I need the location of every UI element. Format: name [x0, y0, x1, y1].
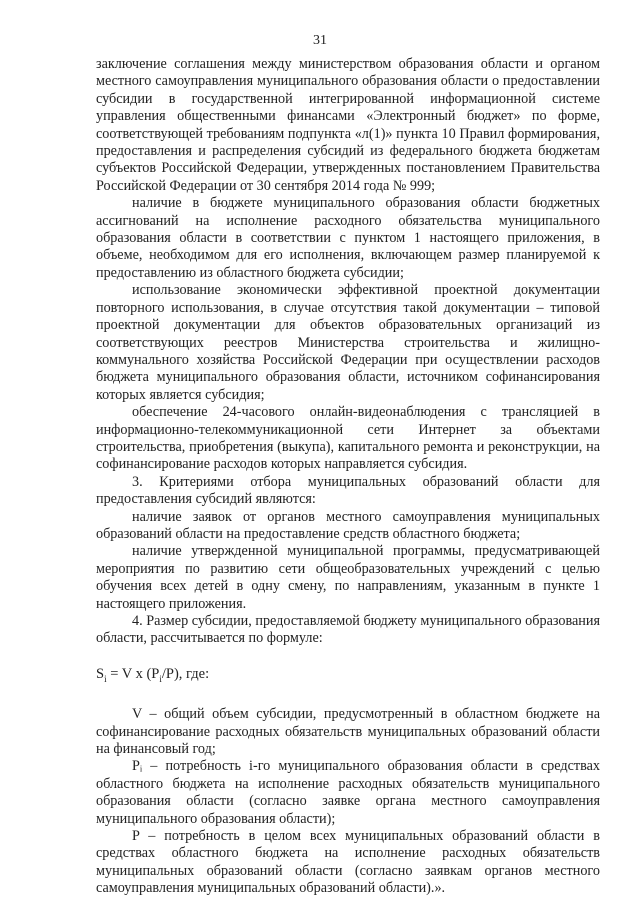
- paragraph-project-documentation: использование экономически эффективной проектной документации повторного использования, в случае отсутствия такой документации – типовой проектной документации для объектов образовательных организаций из соответствующих реестров Министерства строительства и жилищно-коммунального хозяйства Российской Федерации при осуществлении расходов бюджета муниципального образования области, источником софинансирования которых является субсидия;: [96, 282, 600, 403]
- paragraph-agreement: заключение соглашения между министерством образования области и органом местного самоуправления муниципального образования области о предоставлении субсидии в государственной интегрированной информационной системе управления общественными финансами «Электронный бюджет» по форме, соответствующей требованиям подпункта «л(1)» пункта 10 Правил формирования, предоставления и распределения субсидий из федерального бюджета бюджетам субъектов Российской Федерации, утвержденных постановлением Правительства Российской Федерации от 30 сентября 2014 года № 999;: [96, 56, 600, 194]
- paragraph-subsidy-size: 4. Размер субсидии, предоставляемой бюджету муниципального образования области, рассчитывается по формуле:: [96, 613, 600, 647]
- paragraph-selection-criteria: 3. Критериями отбора муниципальных образований области для предоставления субсидий являются:: [96, 473, 600, 508]
- page-number: 31: [313, 33, 327, 48]
- definition-pi: Pᵢ – потребность i-го муниципального образования области в средствах областного бюджета на исполнение расходных обязательств муниципального образования области (согласно заявке органа местного самоуправления муниципального образования области);: [96, 758, 600, 827]
- paragraph-applications: наличие заявок от органов местного самоуправления муниципальных образований области на предоставление средств областного бюджета;: [96, 508, 600, 542]
- subsidy-formula: $S_i = V$ x $(P_i/P)$, где:: [96, 665, 210, 684]
- paragraph-municipal-program: наличие утвержденной муниципальной программы, предусматривающей мероприятия по развитию сети общеобразовательных учреждений с целью обучения всех детей в одну смену, по направлениям, указанным в пункте 1 настоящего приложения.: [96, 543, 600, 612]
- document-body: [96, 56, 600, 898]
- paragraph-video-surveillance: обеспечение 24-часового онлайн-видеонаблюдения с трансляцией в информационно-телекоммуникационной сети Интернет за объектами строительства, приобретения (выкупа), капитального ремонта и реконструкции, на софинансирование расходов которых направляется субсидия.: [96, 404, 600, 473]
- definition-p: P – потребность в целом всех муниципальных образований области в средствах областного бюджета на исполнение расходных обязательств муниципальных образований области (согласно заявкам органов местного самоуправления муниципальных образований области).».: [96, 827, 600, 897]
- paragraph-budget-allocations: наличие в бюджете муниципального образования области бюджетных ассигнований на исполнение расходного обязательства муниципального образования области в соответствии с пунктом 1 настоящего приложения, в объеме, необходимом для его исполнения, включающем размер планируемой к предоставлению из областного бюджета субсидии;: [96, 195, 600, 281]
- definition-v: V – общий объем субсидии, предусмотренный в областном бюджете на софинансирование расходных обязательств муниципальных образований области на финансовый год;: [96, 706, 600, 757]
